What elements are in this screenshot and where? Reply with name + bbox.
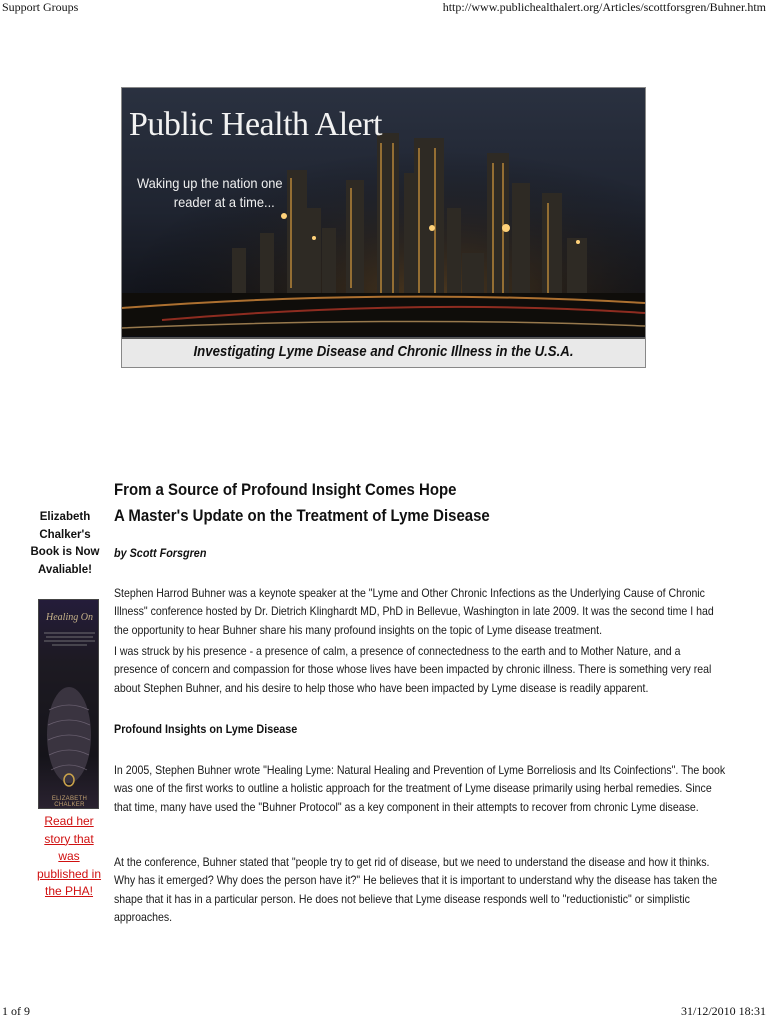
read-story-link[interactable]: Read her story that was published in the PHA!: [36, 814, 102, 898]
article-paragraph-3: In 2005, Stephen Buhner wrote "Healing Lyme: Natural Healing and Prevention of Lyme Borreliosis and Its Coinfections". The book was one of the first works to outline a holistic approach for the treatment of Lyme disease primarily using herbal remedies. Since that time, many have used the "Buhner Protocol" as a key component in their attempts to recover from chronic Lyme disease.: [114, 763, 726, 814]
article-paragraph-1: Stephen Harrod Buhner was a keynote speaker at the "Lyme and Other Chronic Infections as the Underlying Cause of Chronic Illness" conference hosted by Dr. Dietrich Klinghardt MD, PhD in Bellevue, Washington in late 2009. It was the second time I had the opportunity to hear Buhner share his many profound insights on the topic of Lyme disease treatment.: [114, 586, 714, 637]
book-cover-title: Healing On: [46, 612, 93, 623]
banner-subtitle-strip: [122, 337, 645, 368]
banner-tagline: [137, 174, 303, 212]
banner-title: Public Health Alert: [129, 106, 383, 143]
book-cover-author: ELIZABETH CHALKER: [51, 796, 88, 808]
book-cover-artwork: [43, 680, 96, 790]
banner-tagline-line2: reader at a time...: [173, 194, 275, 210]
print-header-title: Support Groups: [2, 0, 79, 14]
book-cover-blurb-lines: [42, 630, 97, 651]
article-title-line2: A Master's Update on the Treatment of Lyme Disease: [114, 506, 490, 525]
book-promo-text: Elizabeth Chalker's Book is Now Avaliable!: [30, 511, 100, 576]
print-header-url: http://www.publichealthalert.org/Articles/scottforsgren/Buhner.htm: [442, 0, 766, 14]
site-banner: [121, 87, 646, 368]
print-timestamp: 31/12/2010 18:31: [680, 1004, 766, 1018]
article-paragraph-4: At the conference, Buhner stated that "people try to get rid of disease, but we need to understand the disease and how it thinks. Why has it emerged? Why does the person have it?" He believes that it is important to understand why the disease has taken the shape that it has in a particular person. He does not believe that Lyme disease responds well to "reductionistic" or simplistic approaches.: [114, 855, 718, 924]
section-heading: Profound Insights on Lyme Disease: [114, 722, 298, 736]
article-title: [114, 477, 490, 529]
article-paragraph-2: I was struck by his presence - a presence of calm, a presence of connectedness to the earth and to Mother Nature, and a presence of concern and compassion for those whose lives have been impacted by chronic illness. There is something very real about Stephen Buhner, and his desire to help those who have been impacted by Lyme disease is readily apparent.: [114, 644, 712, 695]
article-title-line1: From a Source of Profound Insight Comes Hope: [114, 480, 457, 499]
book-cover-image[interactable]: [38, 599, 99, 809]
banner-tagline-line1: Waking up the nation one: [137, 175, 283, 191]
page-counter: 1 of 9: [2, 1004, 30, 1018]
banner-subtitle: Investigating Lyme Disease and Chronic Illness in the U.S.A.: [193, 343, 574, 360]
article-byline: by Scott Forsgren: [114, 546, 207, 560]
